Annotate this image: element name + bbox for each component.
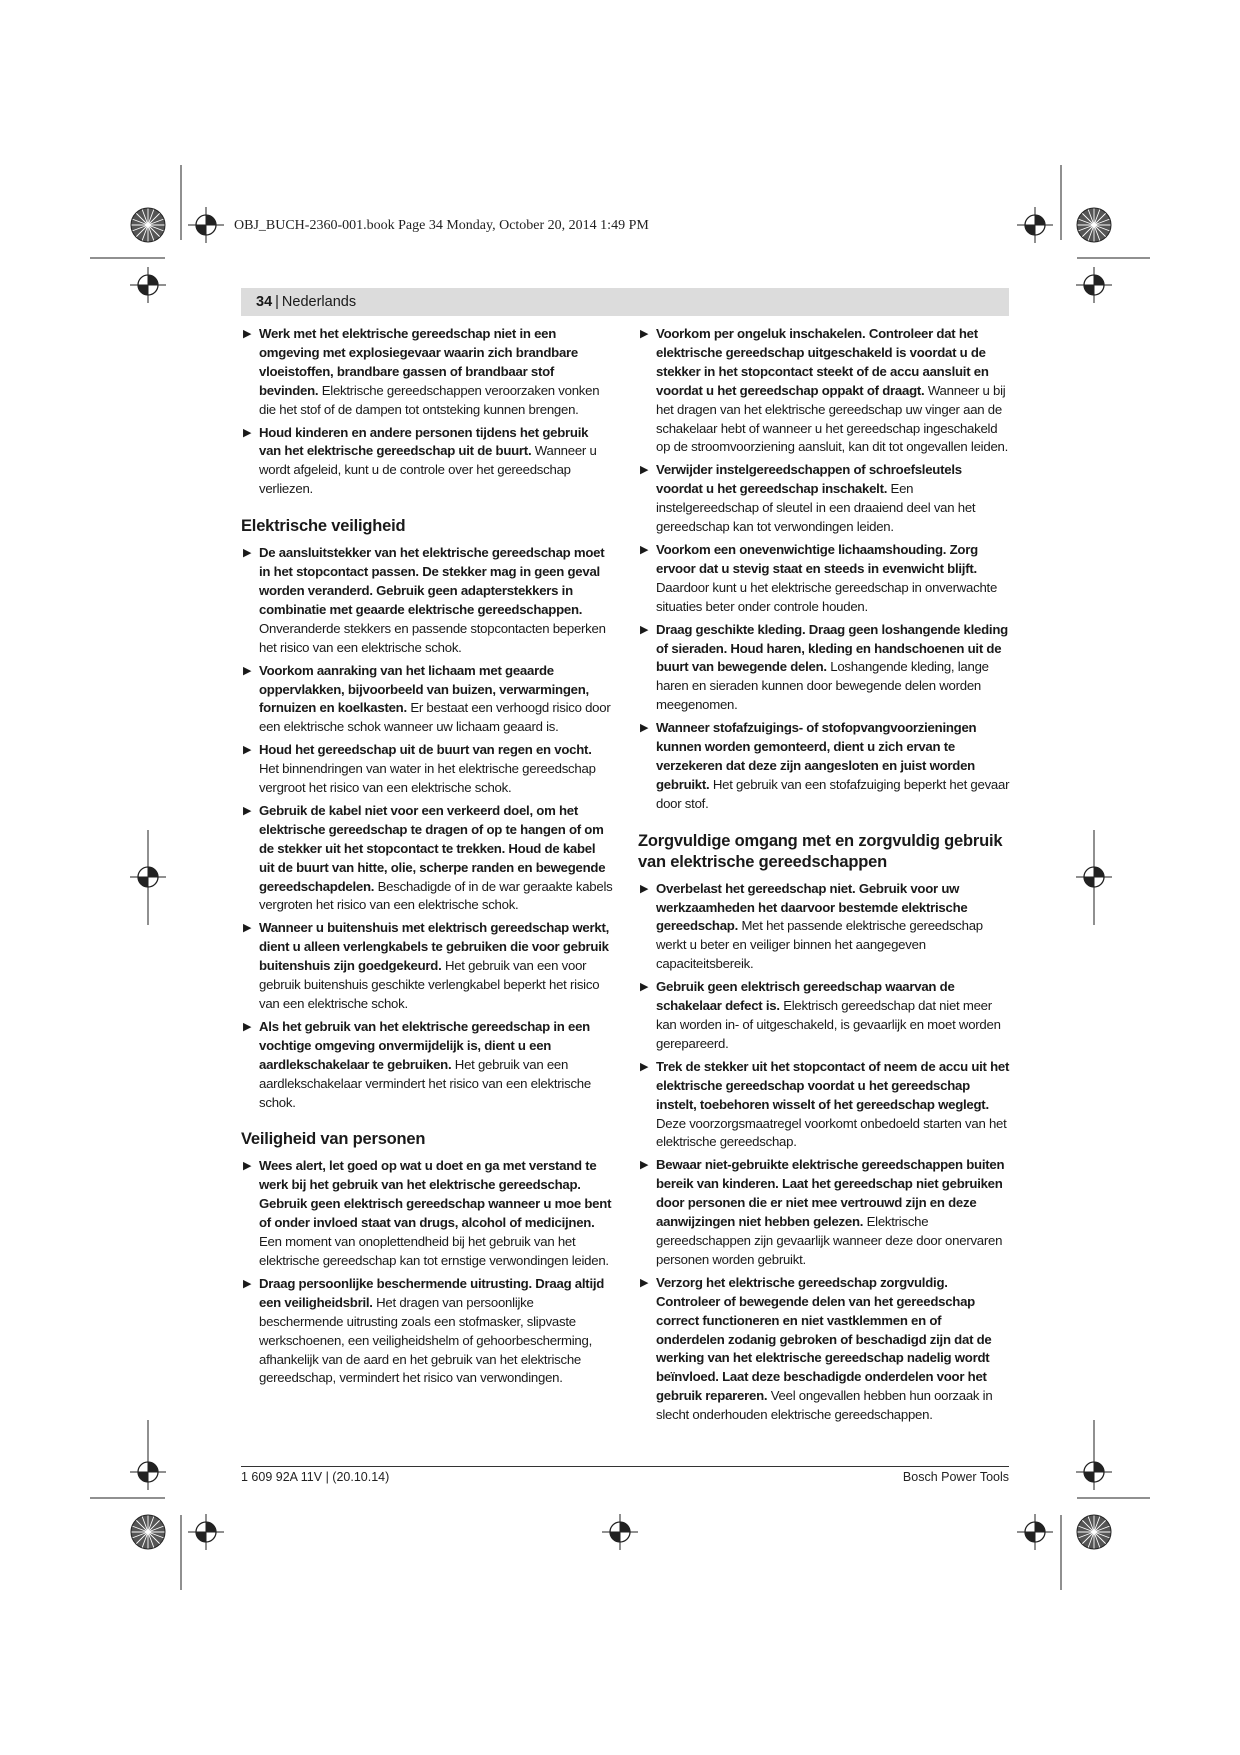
triangle-bullet-icon: ▶: [243, 547, 252, 560]
crosshair-registration-icon: [1017, 1514, 1053, 1550]
page-language: Nederlands: [281, 294, 357, 310]
triangle-bullet-icon: ▶: [243, 1277, 252, 1290]
instruction-bold-text: Bewaar niet-gebruikte elektrische gereedschappen buiten bereik van kinderen. Laat het gereedschap niet gebruiken door personen die er niet mee vertrouwd zijn en deze aanwijzingen niet hebben gelezen.: [656, 1157, 1005, 1230]
triangle-bullet-icon: ▶: [640, 464, 649, 477]
triangle-bullet-icon: ▶: [640, 981, 649, 994]
starburst-icon: [1077, 1515, 1111, 1549]
triangle-bullet-icon: ▶: [243, 1020, 252, 1033]
instruction-bold-text: Voorkom een onevenwichtige lichaamshouding. Zorg ervoor dat u stevig staat en steeds in evenwicht blijft.: [656, 541, 978, 576]
instruction-bold-text: De aansluitstekker van het elektrische gereedschap moet in het stopcontact passen. De stekker mag in geen geval worden veranderd. Gebruik geen adapterstekkers in combinatie met geaarde elektrische gereedschappen.: [259, 545, 605, 617]
instruction-explanation-text: Daardoor kunt u het elektrische gereedschap in onverwachte situaties beter onder controle houden.: [656, 579, 998, 614]
page-number: 34: [256, 294, 273, 310]
instruction-bold-text: Verzorg het elektrische gereedschap zorgvuldig. Controleer of bewegende delen van het gereedschap correct functioneren en niet vastklemmen en of onderdelen zodanig gebroken of beschadigd zijn dat de werking van het elektrische gereedschap nadelig wordt beïnvloed. Laat deze beschadigde onderdelen voor het gebruik repareren.: [656, 1274, 992, 1404]
instruction-explanation-text: Met het passende elektrische gereedschap werkt u beter en veiliger binnen het aangegeven capaciteitsbereik.: [656, 918, 983, 972]
crosshair-registration-icon: [1076, 267, 1112, 303]
starburst-icon: [1077, 208, 1111, 242]
instruction-explanation-text: Wanneer u wordt afgeleid, kunt u de controle over het gereedschap verliezen.: [259, 443, 597, 497]
triangle-bullet-icon: ▶: [640, 882, 649, 895]
triangle-bullet-icon: ▶: [640, 328, 649, 340]
triangle-bullet-icon: ▶: [640, 1060, 649, 1073]
instruction-bold-text: Voorkom aanraking van het lichaam met geaarde oppervlakken, bijvoorbeeld van buizen, verwarmingen, fornuizen en koelkasten.: [259, 662, 589, 716]
instruction-explanation-text: Het gebruik van een stofafzuiging beperkt het gevaar door stof.: [656, 776, 1010, 811]
triangle-bullet-icon: ▶: [640, 1159, 649, 1172]
instruction-bold-text: Wanneer u buitenshuis met elektrisch gereedschap werkt, dient u alleen verlengkabels te gebruiken die voor gebruik buitenshuis zijn goedgekeurd.: [259, 920, 609, 974]
triangle-bullet-icon: ▶: [243, 922, 252, 935]
instruction-explanation-text: Beschadigde of in de war geraakte kabels vergroten het risico van een elektrische schok.: [259, 878, 613, 913]
instruction-explanation-text: Deze voorzorgsmaatregel voorkomt onbedoeld starten van het elektrische gereedschap.: [656, 1115, 1007, 1150]
instruction-bold-text: Houd kinderen en andere personen tijdens het gebruik van het elektrische gereedschap uit de buurt.: [259, 424, 589, 459]
instruction-bold-text: Wanneer stofafzuigings- of stofopvangvoorzieningen kunnen worden gemonteerd, dient u zich ervan te verzekeren dat deze zijn aangesloten en juist worden gebruikt.: [656, 720, 977, 792]
triangle-bullet-icon: ▶: [243, 426, 252, 439]
triangle-bullet-icon: ▶: [640, 623, 649, 636]
starburst-icon: [131, 1515, 165, 1549]
triangle-bullet-icon: ▶: [243, 664, 252, 677]
instruction-bold-text: Werk met het elektrische gereedschap niet in een omgeving met explosiegevaar waarin zich brandbare vloeistoffen, brandbare gassen of brandbaar stof bevinden.: [259, 326, 579, 398]
instruction-explanation-text: Het binnendringen van water in het elektrische gereedschap vergroot het risico van een elektrische schok.: [259, 761, 596, 796]
starburst-icon: [131, 208, 165, 242]
crosshair-registration-icon: [188, 1514, 224, 1550]
triangle-bullet-icon: ▶: [640, 543, 649, 556]
instruction-explanation-text: Een instelgereedschap of sleutel in een draaiend deel van het gereedschap kan tot verwondingen leiden.: [656, 481, 976, 535]
instruction-bold-text: Overbelast het gereedschap niet. Gebruik voor uw werkzaamheden het daarvoor bestemde elektrische gereedschap.: [656, 880, 968, 934]
triangle-bullet-icon: ▶: [640, 1276, 649, 1289]
triangle-bullet-icon: ▶: [243, 1160, 252, 1173]
instruction-bold-text: Draag geschikte kleding. Draag geen loshangende kleding of sieraden. Houd haren, kleding en handschoenen uit de buurt van bewegende delen.: [656, 621, 1008, 675]
instruction-bold-text: Gebruik de kabel niet voor een verkeerd doel, om het elektrische gereedschap te dragen of op te hangen of om de stekker uit het stopcontact te trekken. Houd de kabel uit de buurt van hitte, olie, scherpe randen en bewegende gereedschapdelen.: [259, 802, 606, 894]
instruction-explanation-text: Een moment van onoplettendheid bij het gebruik van het elektrische gereedschap kan tot ernstige verwondingen leiden.: [259, 1234, 609, 1268]
instruction-explanation-text: Elektrische gereedschappen veroorzaken vonken die het stof of de dampen tot ontsteking kunnen brengen.: [259, 382, 600, 417]
instruction-explanation-text: Elektrische gereedschappen zijn gevaarlijk wanneer deze door onervaren personen worden gebruikt.: [656, 1214, 1003, 1267]
instruction-bold-text: Gebruik geen elektrisch gereedschap waarvan de schakelaar defect is.: [656, 979, 955, 1014]
section-heading: Veiligheid van personen: [241, 1130, 426, 1149]
page-header-separator: |: [275, 294, 279, 310]
crosshair-registration-icon: [130, 267, 166, 303]
section-heading: Zorgvuldige omgang met en zorgvuldig gebruik van elektrische gereedschappen: [638, 831, 1003, 871]
crosshair-registration-icon: [602, 1514, 638, 1550]
instruction-explanation-text: Onveranderde stekkers en passende stopcontacten beperken het risico van een elektrische schok.: [259, 620, 606, 655]
instruction-explanation-text: Wanneer u bij het dragen van het elektrische gereedschap uw vinger aan de schakelaar hebt of wanneer u het gereedschap ingeschakeld op de stroomvoorziening aansluit, kan dit tot ongevallen leiden.: [656, 382, 1009, 455]
print-job-header: OBJ_BUCH-2360-001.book Page 34 Monday, October 20, 2014 1:49 PM: [234, 218, 649, 233]
triangle-bullet-icon: ▶: [243, 328, 252, 340]
instruction-explanation-text: Het gebruik van een aardlekschakelaar vermindert het risico van een elektrische schok.: [259, 1056, 591, 1110]
instruction-bold-text: Voorkom per ongeluk inschakelen. Controleer dat het elektrische gereedschap uitgeschakeld is voordat u de stekker in het stopcontact steekt of de accu aansluit en voordat u het gereedschap oppakt of draagt.: [656, 326, 989, 398]
section-heading: Elektrische veiligheid: [241, 517, 406, 536]
instruction-bold-text: Houd het gereedschap uit de buurt van regen en vocht.: [259, 742, 592, 758]
instruction-explanation-text: Het dragen van persoonlijke beschermende uitrusting zoals een stofmasker, slipvaste werkschoenen, een veiligheidshelm of gehoorbescherming, afhankelijk van de aard en het gebruik van het elektrische gereedschap, vermindert het risico van verwondingen.: [259, 1294, 592, 1386]
instruction-explanation-text: Elektrisch gereedschap dat niet meer kan worden in- of uitgeschakeld, is gevaarlijk en moet worden gerepareerd.: [656, 998, 1001, 1051]
triangle-bullet-icon: ▶: [640, 722, 649, 735]
instruction-explanation-text: Er bestaat een verhoogd risico door een elektrische schok wanneer uw lichaam geaard is.: [259, 700, 611, 735]
instruction-bold-text: Trek de stekker uit het stopcontact of neem de accu uit het elektrische gereedschap voordat u het gereedschap instelt, toebehoren wisselt of het gereedschap weglegt.: [656, 1058, 1010, 1112]
footer-brand: Bosch Power Tools: [902, 1470, 1009, 1484]
crosshair-registration-icon: [1017, 207, 1053, 243]
triangle-bullet-icon: ▶: [243, 804, 252, 817]
triangle-bullet-icon: ▶: [243, 744, 252, 757]
instruction-bold-text: Verwijder instelgereedschappen of schroefsleutels voordat u het gereedschap inschakelt.: [656, 462, 962, 497]
instruction-explanation-text: Loshangende kleding, lange haren en sieraden kunnen door bewegende delen worden meegenomen.: [656, 659, 989, 713]
instruction-bold-text: Draag persoonlijke beschermende uitrusting. Draag altijd een veiligheidsbril.: [259, 1275, 605, 1310]
instruction-bold-text: Wees alert, let goed op wat u doet en ga met verstand te werk bij het gebruik van het elektrische gereedschap. Gebruik geen elektrisch gereedschap wanneer u moe bent of onder invloed staat van drugs, alcohol of medicijnen.: [259, 1158, 612, 1231]
crosshair-registration-icon: [188, 207, 224, 243]
instruction-explanation-text: Veel ongevallen hebben hun oorzaak in slecht onderhouden elektrische gereedschappen.: [656, 1388, 993, 1423]
instruction-explanation-text: Het gebruik van een voor gebruik buitenshuis geschikte verlengkabel beperkt het risico van een elektrische schok.: [259, 958, 600, 1011]
footer-doc-code: 1 609 92A 11V | (20.10.14): [241, 1470, 390, 1484]
instruction-bold-text: Als het gebruik van het elektrische gereedschap in een vochtige omgeving onvermijdelijk is, dient u een aardlekschakelaar te gebruiken.: [259, 1018, 590, 1072]
